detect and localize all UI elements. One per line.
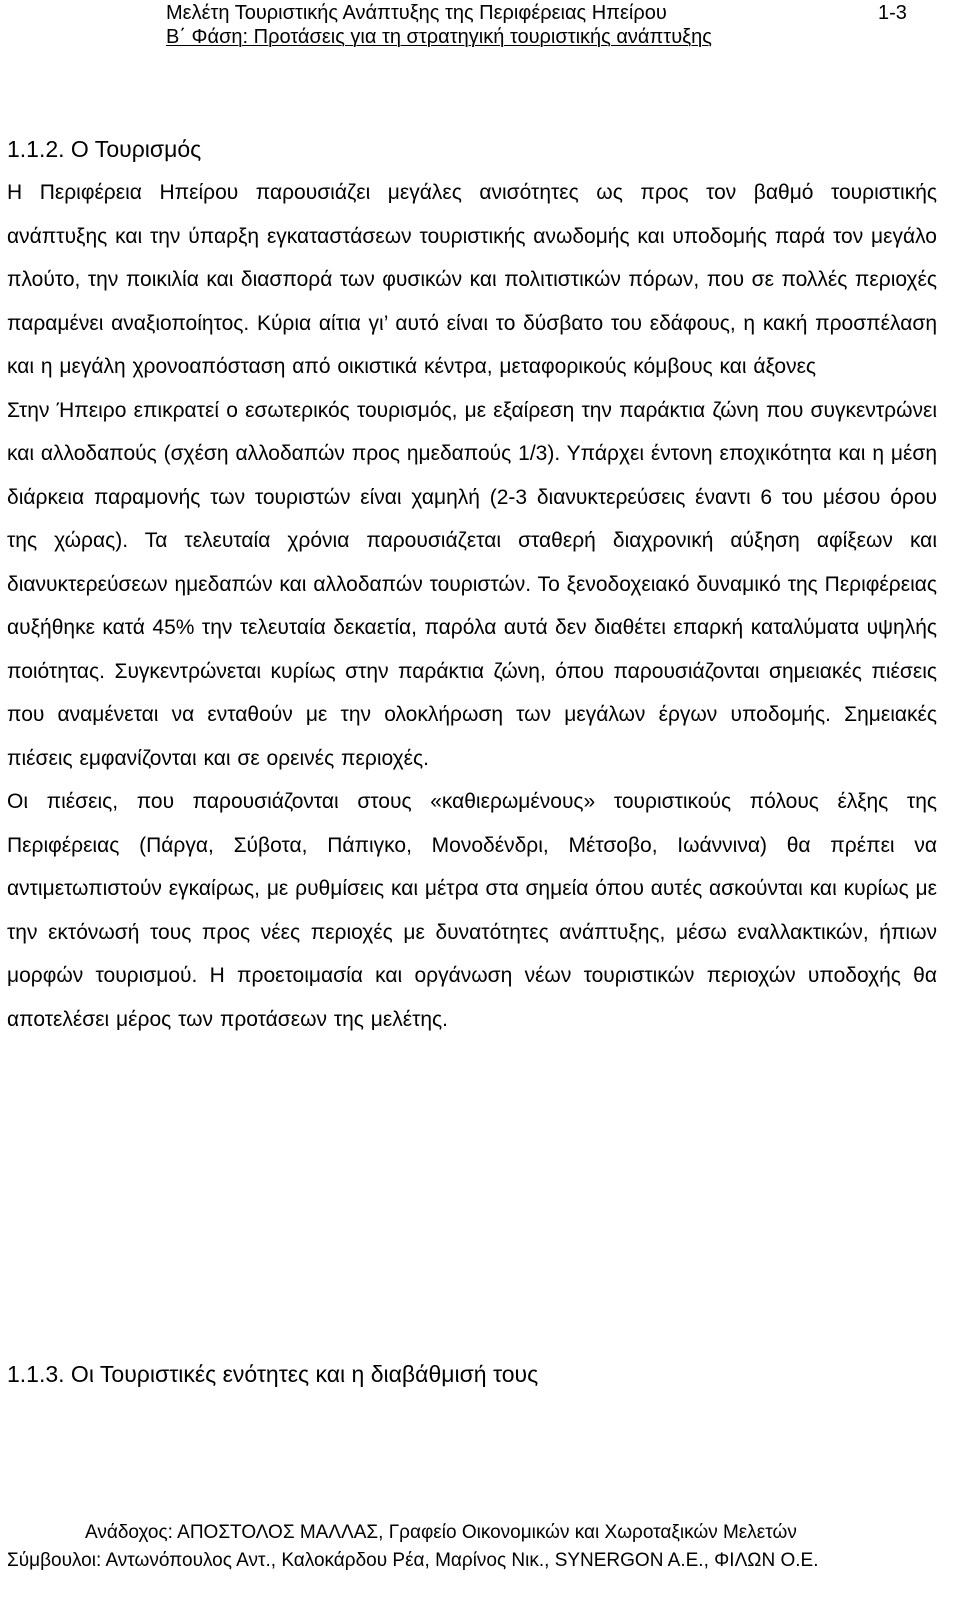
paragraph: Η Περιφέρεια Ηπείρου παρουσιάζει μεγάλες ανισότητες ως προς τον βαθμό τουριστικής ανάπτυξης και την ύπαρξη εγκαταστάσεων τουριστικής ανωδομής και υποδομής παρά τον μεγάλο πλούτο, την ποικιλία και διασπορά των φυσικών και πολιτιστικών πόρων, που σε πολλές περιοχές παραμένει αναξιοποίητος. Κύρια αίτια γι’ αυτό είναι το δύσβατο του εδάφους, η κακή προσπέλαση και η μεγάλη χρονοαπόσταση από οικιστικά κέντρα, μεταφορικούς κόμβους και άξονες [7,181,937,378]
footer-consultants: Σύμβουλοι: Αντωνόπουλος Αντ., Καλοκάρδου Ρέα, Μαρίνος Νικ., SYNERGON A.E., ΦΙΛΩΝ Ο.Ε. [7,1550,819,1571]
section-heading-tourism: 1.1.2. Ο Τουρισμός [7,136,202,162]
main-content [7,127,937,1041]
phase-subtitle: Β΄ Φάση: Προτάσεις για τη στρατηγική τουριστικής ανάπτυξης [166,26,712,48]
paragraph: Οι πιέσεις, που παρουσιάζονται στους «καθιερωμένους» τουριστικούς πόλους έλξης της Περιφέρειας (Πάργα, Σύβοτα, Πάπιγκο, Μονοδένδρι, Μέτσοβο, Ιωάννινα) θα πρέπει να αντιμετωπιστούν εγκαίρως, με ρυθμίσεις και μέτρα στα σημεία όπου αυτές ασκούνται και κυρίως με την εκτόνωσή τους προς νέες περιοχές με δυνατότητες ανάπτυξης, μέσω εναλλακτικών, ήπιων μορφών τουρισμού. Η προετοιμασία και οργάνωση νέων τουριστικών περιοχών υποδοχής θα αποτελέσει μέρος των προτάσεων της μελέτης. [7,790,937,1031]
paragraph: Στην Ήπειρο επικρατεί ο εσωτερικός τουρισμός, με εξαίρεση την παράκτια ζώνη που συγκεντρώνει και αλλοδαπούς (σχέση αλλοδαπών προς ημεδαπούς 1/3). Υπάρχει έντονη εποχικότητα και η μέση διάρκεια παραμονής των τουριστών είναι χαμηλή (2-3 διανυκτερεύσεις έναντι 6 του μέσου όρου της χώρας). Τα τελευταία χρόνια παρουσιάζεται σταθερή διαχρονική αύξηση αφίξεων και διανυκτερεύσεων ημεδαπών και αλλοδαπών τουριστών. Το ξενοδοχειακό δυναμικό της Περιφέρειας αυξήθηκε κατά 45% την τελευταία δεκαετία, παρόλα αυτά δεν διαθέτει επαρκή καταλύματα υψηλής ποιότητας. Συγκεντρώνεται κυρίως στην παράκτια ζώνη, όπου παρουσιάζονται σημειακές πιέσεις που αναμένεται να ενταθούν με την ολοκλήρωση των μεγάλων έργων υποδομής. Σημειακές πιέσεις εμφανίζονται και σε ορεινές περιοχές. [7,398,937,770]
section-heading-tourist-units: 1.1.3. Οι Τουριστικές ενότητες και η διαβάθμισή τους [7,1361,539,1387]
page-number: 1-3 [878,2,907,24]
study-title: Μελέτη Τουριστικής Ανάπτυξης της Περιφέρειας Ηπείρου [166,2,667,24]
footer-contractor: Ανάδοχος: ΑΠΟΣΤΟΛΟΣ ΜΑΛΛΑΣ, Γραφείο Οικονομικών και Χωροταξικών Μελετών [85,1522,797,1543]
